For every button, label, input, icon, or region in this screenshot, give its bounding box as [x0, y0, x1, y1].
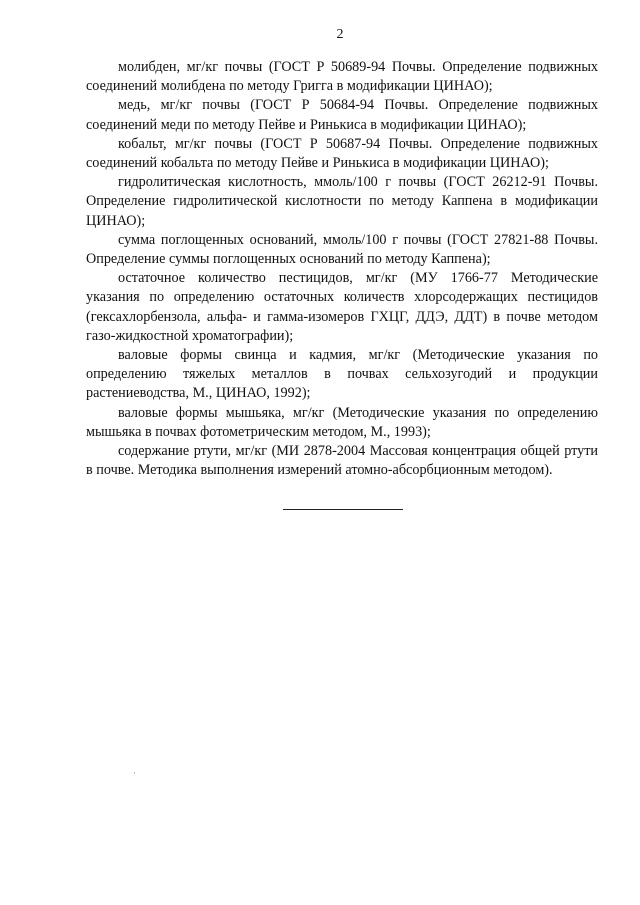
scan-speck — [134, 772, 135, 774]
closing-divider — [283, 509, 403, 510]
paragraph-hydrolytic-acidity: гидролитическая кислотность, ммоль/100 г почвы (ГОСТ 26212-91 Почвы. Определение гидролитической кислотности по методу Каппена в модификации ЦИНАО); — [86, 174, 598, 229]
page-number: 2 — [336, 27, 344, 42]
paragraph-arsenic: валовые формы мышьяка, мг/кг (Методические указания по определению мышьяка в почвах фотометрическим методом, М., 1993); — [86, 404, 598, 440]
paragraph-pesticides: остаточное количество пестицидов, мг/кг (МУ 1766-77 Методические указания по определению остаточных количеств хлорсодержащих пестицидов (гексахлорбензола, альфа- и гамма-изомеров ГХЦГ, ДДЭ, ДДТ) в почве методом газо-жидкостной хроматографии); — [86, 270, 598, 344]
document-body — [86, 58, 598, 480]
paragraph-absorbed-bases: сумма поглощенных оснований, ммоль/100 г почвы (ГОСТ 27821-88 Почвы. Определение суммы поглощенных оснований по методу Каппена); — [86, 231, 598, 268]
paragraph-cobalt: кобальт, мг/кг почвы (ГОСТ Р 50687-94 Почвы. Определение подвижных соединений кобальта по методу Пейве и Ринькиса в модификации ЦИНАО); — [86, 135, 598, 172]
paragraph-molybdenum: молибден, мг/кг почвы (ГОСТ Р 50689-94 Почвы. Определение подвижных соединений молибдена по методу Григга в модификации ЦИНАО); — [86, 59, 598, 95]
paragraph-mercury: содержание ртути, мг/кг (МИ 2878-2004 Массовая концентрация общей ртути в почве. Методика выполнения измерений атомно-абсорбционным методом). — [86, 443, 598, 479]
paragraph-copper: медь, мг/кг почвы (ГОСТ Р 50684-94 Почвы. Определение подвижных соединений меди по методу Пейве и Ринькиса в модификации ЦИНАО); — [86, 97, 598, 133]
paragraph-lead-cadmium: валовые формы свинца и кадмия, мг/кг (Методические указания по определению тяжелых металлов в почвах сельхозугодий и продукции растениеводства, М., ЦИНАО, 1992); — [86, 347, 598, 402]
